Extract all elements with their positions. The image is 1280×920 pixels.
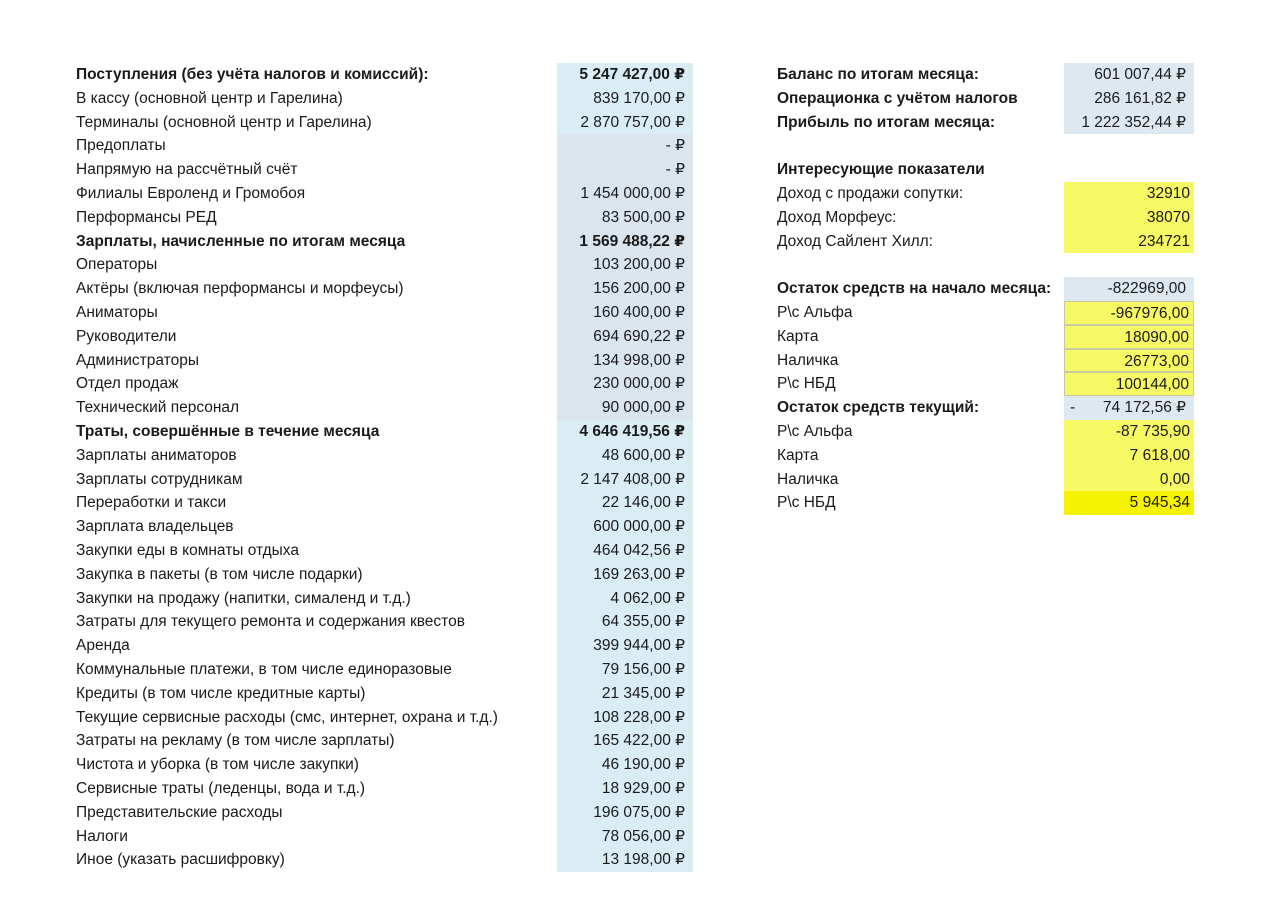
row-value: 601 007,44 ₽ xyxy=(1064,63,1194,87)
row-value: 165 422,00 ₽ xyxy=(557,729,693,753)
row-label: Чистота и уборка (в том числе закупки) xyxy=(76,756,359,774)
row-label: Остаток средств на начало месяца: xyxy=(777,280,1052,298)
table-row xyxy=(76,777,696,801)
row-label: Коммунальные платежи, в том числе единоразовые xyxy=(76,660,452,678)
row-value: 78 056,00 ₽ xyxy=(557,825,693,849)
row-value: -967976,00 xyxy=(1064,301,1194,325)
row-label: Р\с НБД xyxy=(777,375,836,393)
table-row xyxy=(76,134,696,158)
table-row xyxy=(76,706,696,730)
row-label: Зарплата владельцев xyxy=(76,518,234,536)
row-label: Перформансы РЕД xyxy=(76,208,217,226)
table-row xyxy=(76,753,696,777)
row-label: Текущие сервисные расходы (смс, интернет, охрана и т.д.) xyxy=(76,708,498,726)
table-row xyxy=(777,182,1197,206)
table-row xyxy=(777,349,1197,373)
table-row xyxy=(76,182,696,206)
row-label: Баланс по итогам месяца: xyxy=(777,66,979,83)
row-value: 1 454 000,00 ₽ xyxy=(557,182,693,206)
row-label: Наличка xyxy=(777,470,839,488)
row-label: Аниматоры xyxy=(76,303,158,321)
row-label: Переработки и такси xyxy=(76,494,227,512)
table-row xyxy=(76,682,696,706)
table-row xyxy=(777,468,1197,492)
row-label: Терминалы (основной центр и Гарелина) xyxy=(76,113,372,131)
table-row xyxy=(76,491,696,515)
row-value: 169 263,00 ₽ xyxy=(557,563,693,587)
row-label: Зарплаты, начисленные по итогам месяца xyxy=(76,232,406,250)
table-row xyxy=(777,420,1197,444)
row-label: Сервисные траты (леденцы, вода и т.д.) xyxy=(76,779,366,797)
row-value: 90 000,00 ₽ xyxy=(557,396,693,420)
row-value: 18090,00 xyxy=(1064,325,1194,349)
row-value: 694 690,22 ₽ xyxy=(557,325,693,349)
row-value: 64 355,00 ₽ xyxy=(557,610,693,634)
row-label: Карта xyxy=(777,327,819,345)
table-row xyxy=(777,111,1197,135)
table-row xyxy=(76,634,696,658)
table-row xyxy=(76,63,696,87)
row-value: 108 228,00 ₽ xyxy=(557,706,693,730)
row-label: Р\с НБД xyxy=(777,494,836,512)
dash-sign: - xyxy=(1070,399,1076,417)
row-label: Закупки еды в комнаты отдыха xyxy=(76,541,300,559)
table-row xyxy=(76,420,696,444)
row-label: Зарплаты сотрудникам xyxy=(76,470,243,488)
row-value: 7 618,00 xyxy=(1064,444,1194,468)
row-value: 230 000,00 ₽ xyxy=(557,372,693,396)
row-label: Остаток средств текущий: xyxy=(777,399,980,417)
row-label: Затраты на рекламу (в том числе зарплаты) xyxy=(76,732,395,750)
row-value: 5 945,34 xyxy=(1064,491,1194,515)
row-value: 5 247 427,00 ₽ xyxy=(557,63,693,87)
table-row xyxy=(76,444,696,468)
row-value: 22 146,00 ₽ xyxy=(557,491,693,515)
row-label: Карта xyxy=(777,446,819,464)
table-row xyxy=(777,301,1197,325)
row-label: Доход Сайлент Хилл: xyxy=(777,232,933,250)
row-label: Технический персонал xyxy=(76,399,240,417)
row-label: Филиалы Евроленд и Громобоя xyxy=(76,184,306,202)
row-value: 0,00 xyxy=(1064,468,1194,492)
table-row xyxy=(76,539,696,563)
row-value: 79 156,00 ₽ xyxy=(557,658,693,682)
row-label: Напрямую на рассчётный счёт xyxy=(76,161,298,179)
row-value: 103 200,00 ₽ xyxy=(557,253,693,277)
table-row xyxy=(777,277,1197,301)
table-row xyxy=(76,468,696,492)
table-row xyxy=(777,491,1197,515)
row-value: 134 998,00 ₽ xyxy=(557,349,693,373)
row-value: 464 042,56 ₽ xyxy=(557,539,693,563)
table-row xyxy=(777,325,1197,349)
row-value: 600 000,00 ₽ xyxy=(557,515,693,539)
row-label: В кассу (основной центр и Гарелина) xyxy=(76,89,343,107)
income-expense-table xyxy=(76,63,696,872)
row-label: Актёры (включая перформансы и морфеусы) xyxy=(76,280,404,298)
row-value: 234721 xyxy=(1064,230,1194,254)
table-row xyxy=(777,396,1197,420)
row-value-text: 74 172,56 ₽ xyxy=(1102,399,1186,417)
table-row xyxy=(777,206,1197,230)
table-row xyxy=(76,563,696,587)
table-row xyxy=(777,230,1197,254)
row-value: 399 944,00 ₽ xyxy=(557,634,693,658)
row-label: Затраты для текущего ремонта и содержания квестов xyxy=(76,613,465,631)
table-row xyxy=(777,87,1197,111)
row-label: Р\с Альфа xyxy=(777,422,853,440)
row-value: 32910 xyxy=(1064,182,1194,206)
row-value: 38070 xyxy=(1064,206,1194,230)
table-row xyxy=(777,372,1197,396)
table-row xyxy=(76,848,696,872)
row-value: 13 198,00 ₽ xyxy=(557,848,693,872)
row-value: - ₽ xyxy=(557,158,693,182)
row-value: 156 200,00 ₽ xyxy=(557,277,693,301)
row-label: Представительские расходы xyxy=(76,803,283,821)
row-value: 4 062,00 ₽ xyxy=(557,587,693,611)
row-value: 196 075,00 ₽ xyxy=(557,801,693,825)
row-value: 4 646 419,56 ₽ xyxy=(557,420,693,444)
row-value: 21 345,00 ₽ xyxy=(557,682,693,706)
row-label: Кредиты (в том числе кредитные карты) xyxy=(76,684,366,702)
table-row xyxy=(76,230,696,254)
row-label: Руководители xyxy=(76,327,177,345)
table-row xyxy=(777,134,1197,158)
row-value: 286 161,82 ₽ xyxy=(1064,87,1194,111)
row-value: 83 500,00 ₽ xyxy=(557,206,693,230)
table-row xyxy=(777,253,1197,277)
row-value: 160 400,00 ₽ xyxy=(557,301,693,325)
row-label: Интересующие показатели xyxy=(777,161,985,179)
row-label: Закупка в пакеты (в том числе подарки) xyxy=(76,565,363,583)
table-row xyxy=(76,277,696,301)
row-value: 2 870 757,00 ₽ xyxy=(557,111,693,135)
row-value: 48 600,00 ₽ xyxy=(557,444,693,468)
row-label: Налоги xyxy=(76,827,128,845)
table-row xyxy=(76,587,696,611)
table-row xyxy=(76,349,696,373)
row-value: 1 222 352,44 ₽ xyxy=(1064,111,1194,135)
table-row xyxy=(76,396,696,420)
row-value: 46 190,00 ₽ xyxy=(557,753,693,777)
table-row xyxy=(76,111,696,135)
row-value: 2 147 408,00 ₽ xyxy=(557,468,693,492)
table-row xyxy=(76,825,696,849)
table-row xyxy=(777,158,1197,182)
row-label: Операторы xyxy=(76,256,158,274)
row-value: 26773,00 xyxy=(1064,349,1194,373)
table-row xyxy=(76,729,696,753)
row-label: Наличка xyxy=(777,351,839,369)
table-row xyxy=(76,515,696,539)
row-label: Операционка с учётом налогов xyxy=(777,89,1018,107)
table-row xyxy=(76,158,696,182)
row-label: Р\с Альфа xyxy=(777,303,853,321)
table-row xyxy=(76,658,696,682)
row-label: Доход с продажи сопутки: xyxy=(777,184,964,202)
table-row xyxy=(76,301,696,325)
table-row xyxy=(777,63,1197,87)
row-label: Аренда xyxy=(76,637,130,655)
table-row xyxy=(76,372,696,396)
row-label: Зарплаты аниматоров xyxy=(76,446,237,464)
row-value: 100144,00 xyxy=(1064,372,1194,396)
row-label: Иное (указать расшифровку) xyxy=(76,851,285,869)
row-label: Траты, совершённые в течение месяца xyxy=(76,422,380,440)
row-value: - ₽ xyxy=(557,134,693,158)
row-value: -822969,00 xyxy=(1064,277,1194,301)
balance-summary-table xyxy=(777,63,1197,515)
table-row xyxy=(76,206,696,230)
row-value: 1 569 488,22 ₽ xyxy=(557,230,693,254)
table-row xyxy=(76,801,696,825)
row-label: Поступления (без учёта налогов и комиссий): xyxy=(76,66,429,83)
table-row xyxy=(76,253,696,277)
row-label: Предоплаты xyxy=(76,137,166,155)
table-row xyxy=(76,87,696,111)
table-row xyxy=(777,444,1197,468)
row-value: -87 735,90 xyxy=(1064,420,1194,444)
row-label: Доход Морфеус: xyxy=(777,208,897,226)
row-value xyxy=(1064,396,1194,420)
table-row xyxy=(76,325,696,349)
row-value: 18 929,00 ₽ xyxy=(557,777,693,801)
row-value: 839 170,00 ₽ xyxy=(557,87,693,111)
table-row xyxy=(76,610,696,634)
row-label: Прибыль по итогам месяца: xyxy=(777,113,996,131)
row-label: Закупки на продажу (напитки, сималенд и т.д.) xyxy=(76,589,411,607)
row-label: Отдел продаж xyxy=(76,375,179,393)
row-label: Администраторы xyxy=(76,351,199,369)
